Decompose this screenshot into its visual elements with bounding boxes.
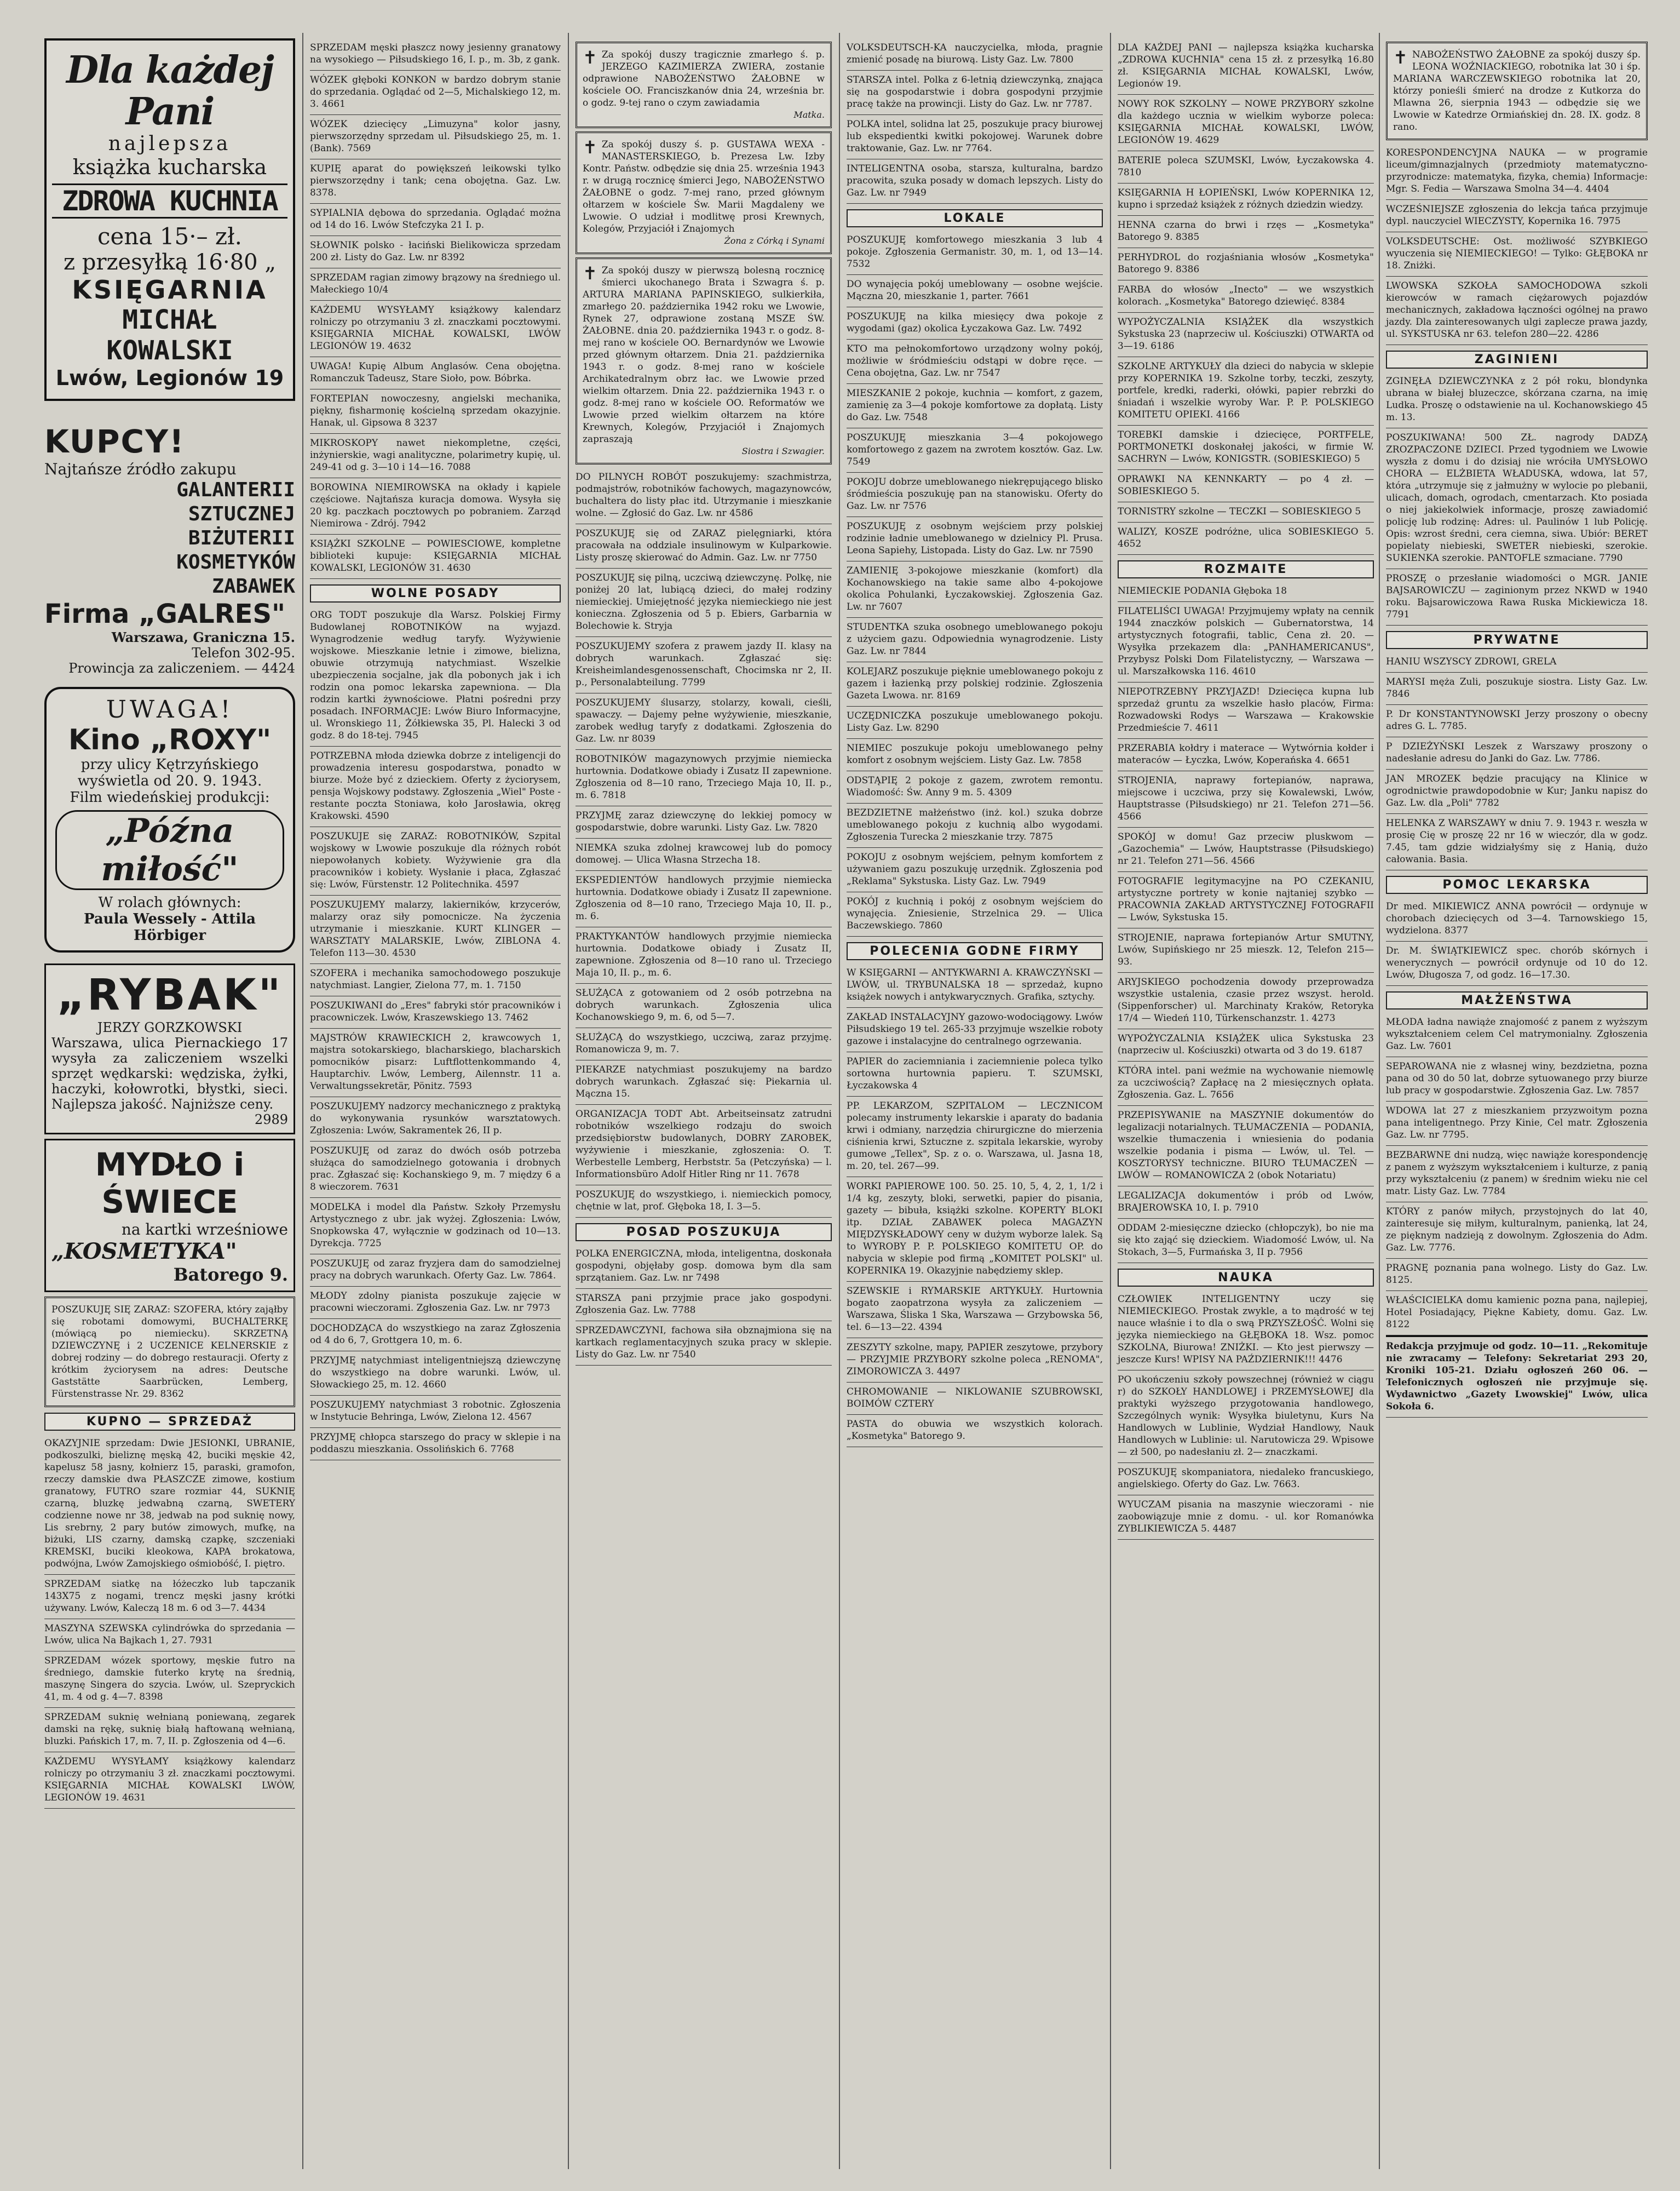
ad-price: cena 15·– zł. (97, 223, 243, 250)
classified-ad: MIESZKANIE 2 pokoje, kuchnia — komfort, z gazem, zamienię za 3—4 pokoje komfortowe za dopłatą. Listy do Gaz. Lw. 7548 (847, 384, 1103, 428)
classified-ad: Dr med. MIKIEWICZ ANNA powrócił — ordynuje w chorobach dziecięcych od 3—4. Tarnowskiego 15, wydzielona. 8377 (1386, 897, 1648, 942)
classified-ad: WCZEŚNIEJSZE zgłoszenia do lekcja tańca przyjmuje dypl. nauczyciel WIECZYSTY, Kopernika 16. 7975 (1386, 200, 1648, 232)
classified-ad: PP. LEKARZOM, SZPITALOM — LECZNICOM polecamy instrumenty lekarskie i aparaty do badania krwi i odmiany, narzędzia chirurgiczne do mierzenia ciśnienia krwi, Sztuczne z. szpitala lekarskie, wyroby gumowe „Tellex", Sp. z o. o. Warszawa, ul. Jasna 18, m. 20, tel. 267—99. (847, 1097, 1103, 1177)
classified-ad: ZAMIENIĘ 3-pokojowe mieszkanie (komfort) dla Kochanowskiego na takie same albo 4-pokojowe okolica Pohulanki, Łyczakowskiej. Zgłoszenia Gaz. Lw. nr 7607 (847, 561, 1103, 618)
classified-ad: OKAZYJNIE sprzedam: Dwie JESIONKI, UBRANIE, podkoszulki, bieliznę męską 42, buciki męskie 42, kapelusz 58 jasny, kołnierz 15, paraski, gramofon, rzeczy damskie dwa PŁASZCZE zimowe, kostium granatowy, FUTRO szare rozmiar 44, SUKNIĘ czarną, bluzkę jedwabną czarną, SWETERY codzienne nowe nr 38, jedwab na pod suknię nowy, Lis srebrny, 2 pary butów zimowych, mufkę, na biżuki, LIS czarny, damską czapkę, szczeniaki KREMSKI, buciki kleokowa, KAPA brokatowa, podwójna, Lwów Zamojskiego ośmiobóść, I. piętro. (44, 1434, 295, 1575)
classified-ad: ZAKŁAD INSTALACYJNY gazowo-wodociągowy. Lwów Piłsudskiego 19 tel. 265-33 przyjmuje wszelkie roboty gazowe i instalacyjne do centralnego ogrzewania. (847, 1008, 1103, 1052)
classified-ad: BEZBARWNE dni nudzą, więc nawiąże korespondencję z panem z wyższym wykształceniem i kulturze, z panią przy wykształceniu (z panem) w średnim wieku nie cel matr. Listy Gaz. Lw. 7784 (1386, 1146, 1648, 1202)
classified-ad: POSZUKUJĘ mieszkania 3—4 pokojowego komfortowego z gazem na zwrotem kosztów. Gaz. Lw. 7549 (847, 428, 1103, 473)
classified-ad: KAŻDEMU WYSYŁAMY książkowy kalendarz rolniczy po otrzymaniu 3 zł. znaczkami pocztowymi. KSIĘGARNIA MICHAŁ KOWALSKI, LWÓW LEGIONÓW 19. 4632 (310, 301, 561, 357)
classified-ad: UWAGA! Kupię Album Anglasów. Cena obojętna. Romanczuk Tadeusz, Stare Sioło, pow. Bóbrka. (310, 357, 561, 389)
obituary-signature: Matka. (793, 110, 825, 120)
classified-ad: POSZUKUJĘ na kilka miesięcy dwa pokoje z wygodami (gaz) okolica Łyczakowa Gaz. Lw. 7492 (847, 307, 1103, 340)
ad-date: wyświetla od 20. 9. 1943. (77, 773, 262, 789)
ad-item: SZTUCZNEJ (188, 503, 295, 525)
classified-ad: PERHYDROL do rozjaśniania włosów „Kosmetyka" Batorego 9. 8386 (1118, 248, 1374, 280)
editorial-footer: Redakcja przyjmuje od godz. 10—11. „Rekomituje nie zwracamy — Telefony: Sekretariat 293 20, Kroniki 105-21. Działu ogłoszeń 260 06. — Telefonicznych ogłoszeń nie przyjmuje się. Wydawnictwo „Gazety Lwowskiej" Lwów, ulica Sokoła 6. (1386, 1335, 1648, 1418)
ad-item: ZABAWEK (212, 575, 295, 598)
section-header: LOKALE (847, 209, 1103, 227)
classified-ad: PASTA do obuwia we wszystkich kolorach. „Kosmetyka" Batorego 9. (847, 1415, 1103, 1447)
classified-ad: HANIU WSZYSCY ZDROWI, GRELA (1386, 652, 1648, 673)
classified-ad: WORKI PAPIEROWE 100. 50. 25. 10, 5, 4, 2, 1, 1/2 i 1/4 kg, zeszyty, bloki, serwetki, papier do pisania, gazety — bibuła, książki szkolne. KOPERTY BLOKI itp. DZIAŁ ZABAWEK poleca MAGAZYN MIĘDZYSKŁADOWY ceny w dużym wyborze lalek. Są to WYROBY P. P. POLSKIEGO KOMITETU OP. do nabycia w sklepie pod firmą „KOMITET POLSKI" ul. KOPERNIKA 19. Okazyjnie nabędziemy sklep. (847, 1177, 1103, 1282)
classified-ad: VOLKSDEUTSCHE: Ost. możliwość SZYBKIEGO wyuczenia się NIEMIECKIEGO! — Tylko: GŁĘBOKA nr 18. Zniżki. (1386, 232, 1648, 277)
ad-phone: Telefon 302-95. (192, 645, 295, 661)
section-header: NAUKA (1118, 1269, 1374, 1287)
classified-ad: WYPOŻYCZALNIA KSIĄŻEK dla wszystkich Sykstuska 23 (naprzeciw ul. Kościuszki) OTWARTA od 3—19. 6186 (1118, 313, 1374, 357)
ad-headline: UWAGA! (106, 696, 234, 724)
mydlo-ad (44, 1139, 295, 1292)
classified-ad: DOCHODZĄCA do wszystkiego na zaraz Zgłoszenia od 4 do 6, 7, Grottgera 10, m. 6. (310, 1319, 561, 1351)
classified-ad: HENNA czarna do brwi i rzęs — „Kosmetyka" Batorego 9. 8385 (1118, 216, 1374, 248)
classified-ad: MARYSI męża Zuli, poszukuje siostra. Listy Gaz. Lw. 7846 (1386, 673, 1648, 705)
obituary (1386, 42, 1648, 140)
classified-ad: POKÓJ z kuchnią i pokój z osobnym wejściem do wynajęcia. Zniesienie, Strzelnica 29. — Ulica Baczewskiego. 7860 (847, 892, 1103, 937)
classified-ad: SEPAROWANA nie z własnej winy, bezdzietna, pozna pana od 30 do 50 lat, dobrze sytuowanego przy biurze lub pracy w gospodarstwie. Zgłoszenia Gaz. Lw. 7857 (1386, 1057, 1648, 1102)
column-4 (843, 38, 1106, 2175)
classified-ad: WÓZEK głęboki KONKON w bardzo dobrym stanie do sprzedania. Oglądać od 2—5, Michalskiego 12, m. 3. 4661 (310, 71, 561, 115)
obituary-signature: Siostra i Szwagier. (741, 446, 825, 456)
section-header: MAŁŻEŃSTWA (1386, 991, 1648, 1010)
classified-ad: POSZUKUJĘ się od ZARAZ pielęgniarki, która pracowała na oddziale insulinowym w Kulparkowie. Listy proszę skierować do Admin. Gaz. Lw. nr 7750 (576, 524, 832, 569)
column-rule (302, 33, 303, 2169)
classified-ad: FARBA do włosów „Inecto" — we wszystkich kolorach. „Kosmetyka" Batorego dziewięć. 8384 (1118, 280, 1374, 313)
classified-ad: POSZUKUJEMY nadzorcy mechanicznego z praktyką do wykonywania rysunków warsztatowych. Zgłoszenia: Lwów, Sakramentek 26, II p. (310, 1097, 561, 1142)
column-rule (1110, 33, 1111, 2169)
classified-ad: ORG TODT poszukuje dla Warsz. Polskiej Firmy Budowlanej ROBOTNIKÓW na wyjazd. Wynagrodzenie według taryfy. Wyżywienie wojskowe. Mieszkanie letnie i zimowe, bielizna, obuwie otrzymują natychmiast. Wszelkie ubezpieczenia socjalne, jak dla pobonych jak i ich rodzin ona pomoc lekarska zapewniona. — Dla rodzin kartki żywnościowe. Płatni pośredni przy posadach. INFORMACJE: Lwów Biuro Informacyjne, ul. Wronskiego 11, Żółkiewska 35, Pl. Halecki 3 od godz. 8 do 18-tej. 7945 (310, 606, 561, 747)
classified-ad: NIEMKA szuka zdolnej krawcowej lub do pomocy domowej. — Ulica Własna Strzecha 18. (576, 839, 832, 871)
classified-ad: POSZUKIWANA! 500 ZŁ. nagrody DADZĄ ZROZPACZONE DZIECI. Przed tygodniem we Lwowie wyszła z domu i do dzisiaj nie wróciła UMYSŁOWO CHORA — ELŻBIETA WŁADUSKA, wdowa, lat 57, która „utrzymuje się z jałmużny w wylocie po plebanii, ulicach, domach, ogrodach, cmentarzach. Kto posiada o niej jakiekolwiek informacje, proszę zawiadomić policję lub rodzinę: Adres: ul. Paulinów 1 lub Policję. Opis: wzrost średni, cera ciemna, siwa. Ubiór: BERET popielaty niebieski, SWETER niebieski, szerokie. SUKIENKA szerokie. PANTOFLE szmaciane. 7790 (1386, 428, 1648, 569)
classified-ad: Dr. M. ŚWIĄTKIEWICZ spec. chorób skórnych i wenerycznych — powrócił ordynuje od 10 do 12. Lwów, Długosza 7, od godz. 16—17.30. (1386, 942, 1648, 986)
classified-ad: POSZUKUJE się ZARAZ: ROBOTNIKÓW, Szpital wojskowy w Lwowie poszukuje dla różnych robót niepowołanych kobiety. Wyżywienie gra dla pracowników i kobiety. Wysłanie i płaca, Zgłaszać się: Lwów, Fürstenstr. 12 Politechnika. 4597 (310, 827, 561, 896)
classified-ad: NIEMIECKIE PODANIA Głęboka 18 (1118, 582, 1374, 602)
ad-actors: Paula Wessely - Attila Hörbiger (83, 911, 256, 944)
classified-ad: MŁODA ładna nawiąże znajomość z panem z wyższym wykształceniem celem Cel matrymonialny. Zgłoszenia Gaz. Lw. 7601 (1386, 1013, 1648, 1057)
classified-ad: POSZUKUJEMY szofera z prawem jazdy II. klasy na dobrych warunkach. Zgłaszać się: Kreisheimlandesgenossenschaft, Chocimska nr 2, II. p., Personalabteilung. 7799 (576, 637, 832, 693)
classified-ad: POSZUKUJĘ się pilną, uczciwą dziewczynę. Polkę, nie poniżej 20 lat, lubiącą dzieci, do małej rodziny niemieckiej. Umiejętność języka niemieckiego nie jest konieczna. Zgłoszenia od 5 p. Ebiers, Garbarnia w Bolechowie k. Stryja (576, 569, 832, 637)
ad-text: przy ulicy Kętrzyńskiego (80, 756, 259, 773)
ad-book-title: ZDROWA KUCHNIA (52, 183, 287, 219)
column-3 (572, 38, 835, 2175)
classified-ad: W KSIĘGARNI — ANTYKWARNI A. KRAWCZYŃSKI — LWÓW, ul. TRYBUNALSKA 18 — sprzedaż, kupno książek nowych i antykwarycznych. Grafika, sztychy. (847, 963, 1103, 1008)
classified-ad: POSZUKUJEMY natychmiast 3 robotnic. Zgłoszenia w Instytucie Behringa, Lwów, Zielona 12. 4567 (310, 1396, 561, 1428)
classified-ad: DO wynajęcia pokój umeblowany — osobne wejście. Mączna 20, mieszkanie 1, parter. 7661 (847, 275, 1103, 307)
classified-ad: FILATELIŚCI UWAGA! Przyjmujemy wpłaty na cennik 1944 znaczków polskich — Gubernatorstwa, 14 artystycznych fotografii, tablic, Cena zł. 20. — Wysyłka przekazem dla: „PANHAMERICANUS", Przybysz Polski Dom Filatelistyczny, — Warszawa — ul. Marszałkowska 116. 4610 (1118, 602, 1374, 682)
classified-ad: STARSZA pani przyjmie prace jako gospodyni. Zgłoszenia Gaz. Lw. 7788 (576, 1289, 832, 1321)
classified-ad: BEZDZIETNE małżeństwo (inż. kol.) szuka dobrze umeblowanego pokoju z kuchnią albo wygodami. Zgłoszenia Turecka 2 mieszkanie trzy. 7875 (847, 804, 1103, 848)
ad-owner: JERZY GORZKOWSKI (97, 1020, 243, 1035)
classified-ad: PIEKARZE natychmiast poszukujemy na bardzo dobrych warunkach. Zgłaszać się: Piekarnia ul. Mączna 15. (576, 1060, 832, 1105)
classified-ad: POSZUKUJĘ skompaniatora, niedaleko francuskiego, angielskiego. Oferty do Gaz. Lw. 7663. (1118, 1463, 1374, 1495)
classified-ad: P DZIEŻYŃSKI Leszek z Warszawy proszony o nadesłanie adresu do Janki do Gaz. Lw. 7786. (1386, 737, 1648, 770)
classified-ad: SPRZEDAM męski płaszcz nowy jesienny granatowy na wysokiego — Piłsudskiego 16, I. p., m. 3b, z gank. (310, 38, 561, 71)
rybak-ad (44, 963, 295, 1134)
classified-ad: MIKROSKOPY nawet niekompletne, części, inżynierskie, wagi analityczne, polarimetry kupię, ul. 249-41 od g. 3—10 i 14—16. 7088 (310, 434, 561, 478)
classified-ad: POSZUKUJĘ SIĘ ZARAZ: SZOFERA, który zająłby się robotami domowymi, BUCHALTERKĘ (mówiącą po niemiecku). SKRZETNĄ DZIEWCZYNĘ i 2 UCZENICE KELNERSKIE z dobrej rodziny — do dobrego restauracji. Oferty z krótkim życiorysem na adres: Deutsche Gaststätte Saarbrücken, Lemberg, Fürstenstrasse Nr. 29. 8362 (44, 1297, 295, 1407)
ad-address: Batorego 9. (173, 1264, 288, 1285)
obituary (576, 131, 832, 254)
classified-ad: SYPIALNIA dębowa do sprzedania. Oglądać można od 14 do 16. Lwów Stefczyka 21 I. p. (310, 204, 561, 236)
ad-text: Warszawa, ulica Piernackiego 17 wysyła za zaliczeniem wszelki sprzęt wędkarski: wędziska, żyłki, haczyki, kołowrotki, błystki, sieci. Najlepsza jakość. Najniższe ceny. (51, 1035, 288, 1112)
classified-ad: KOLEJARZ poszukuje pięknie umeblowanego pokoju z gazem i łazienką przy polskiej rodzinie. Zgłoszenia Gazeta Lwowa. nr. 8169 (847, 662, 1103, 707)
ad-text: na kartki wrześniowe (121, 1220, 288, 1238)
classified-ad: DLA KAŻDEJ PANI — najlepsza książka kucharska „ZDROWA KUCHNIA" cena 15 zł. z przesyłką 16.80 zł. KSIĘGARNIA MICHAŁ KOWALSKI, Lwów, Legionów 19. (1118, 38, 1374, 95)
kowalski-cookbook-ad (44, 38, 295, 401)
cross-icon: ✝ (1393, 47, 1408, 68)
classified-ad: POSZUKUJĘ od zaraz do dwóch osób potrzeba służąca do samodzielnego gotowania i drobnych prac. Zgłaszać się: Kochanskiego 9, m. 7 między 6 a 8 wieczorem. 7631 (310, 1142, 561, 1198)
column-5 (1114, 38, 1377, 2175)
classified-ad: NIEMIEC poszukuje pokoju umeblowanego pełny komfort z osobnym wejściem. Listy Gaz. Lw. 7858 (847, 739, 1103, 771)
ad-item: GALANTERII (176, 479, 295, 501)
classified-ad: SŁOWNIK polsko - łaciński Bielikowicza sprzedam 200 zł. Listy do Gaz. Lw. nr 8392 (310, 236, 561, 268)
classified-ad: POSZUKUJĘ z osobnym wejściem przy polskiej rodzinie ładnie umeblowanego w dzielnicy Pl. Prusa. Leona Sapiehy, Listopada. Listy do Gaz. Lw. nr 7590 (847, 517, 1103, 561)
classified-ad: ODDAM 2-miesięczne dziecko (chłopczyk), bo nie ma się kto zająć się dzieckiem. Wiadomość Lwów, ul. Na Stokach, 3—5, Furmańska 3, II p. 7956 (1118, 1219, 1374, 1263)
classified-ad: SPRZEDAM wózek sportowy, męskie futro na średniego, damskie futerko krytę na średnią, maszynę Singera do szycia. Lwów, ul. Szepryckich 41, m. 4 od g. 4—7. 8398 (44, 1651, 295, 1708)
classified-ad: KTO ma pełnokomfortowo urządzony wolny pokój, możliwie w śródmieściu odstąpi w dobre ręce. — Cena obojętna, Gaz. Lw. nr 7547 (847, 340, 1103, 384)
classified-ad: HELENKA Z WARSZAWY w dniu 7. 9. 1943 r. weszła w prosię Cię w proszę 22 nr 16 w wieczór, dla w godz. 7.45, tam gdzie widziałyśmy się z Hanią, dużo całowania. Basia. (1386, 814, 1648, 870)
ad-item: BIŻUTERII (188, 527, 295, 549)
classified-ad: CHROMOWANIE — NIKLOWANIE SZUBROWSKI, BOIMÓW CZTERY (847, 1383, 1103, 1415)
classified-ad: STUDENTKA szuka osobnego umeblowanego pokoju z użyciem gazu. Odpowiednia wynagrodzenie. Listy Gaz. Lw. nr 7844 (847, 618, 1103, 662)
ad-headline: MYDŁO i ŚWIECE (95, 1146, 245, 1220)
ad-owner: MICHAŁ KOWALSKI (106, 305, 233, 366)
obituary (576, 257, 832, 464)
classified-ad: TORNISTRY szkolne — TECZKI — SOBIESKIEGO 5 (1118, 502, 1374, 523)
classified-ad: POKOJU z osobnym wejściem, pełnym komfortem z używaniem gazu poszukuję urzędnik. Zgłoszenia pod „Reklama" Sykstuska. Listy Gaz. Lw. 7949 (847, 848, 1103, 892)
classified-ad: SPRZEDAM suknię wełnianą poniewaną, zegarek damski na rękę, suknię białą haftowaną wełnianą, bluzki. Pańskich 17, m. 7, II. p. Zgłoszenia od 4—6. (44, 1708, 295, 1752)
section-header: POMOC LEKARSKA (1386, 876, 1648, 894)
classified-ad: POSZUKUJĘ od zaraz fryzjera dam do samodzielnej pracy na dobrych warunkach. Oferty Gaz. Lw. 7864. (310, 1254, 561, 1287)
column-rule (1379, 33, 1380, 2169)
classified-ad: POKOJU dobrze umeblowanego niekrępującego blisko śródmieścia poszukuję pan na stanowisku. Oferty do Gaz. Lw. nr 7576 (847, 473, 1103, 517)
classified-ad: FORTEPIAN nowoczesny, angielski mechanika, piękny, fisharmonię kościelną sprzedam okazyjnie. Hanak, ul. Gipsowa 8 3237 (310, 389, 561, 434)
classified-ad: KSIĄŻKI SZKOLNE — POWIESCIOWE, kompletne biblioteki kupuje: KSIĘGARNIA MICHAŁ KOWALSKI, LEGIONÓW 31. 4630 (310, 535, 561, 579)
classified-ad: STARSZA intel. Polka z 6-letnią dziewczynką, znająca się na gospodarstwie i dobra gospodyni przyjmie pracę także na prowincji. Listy do Gaz. Lw. nr 7787. (847, 71, 1103, 115)
classified-ad: NOWY ROK SZKOLNY — NOWE PRZYBORY szkolne dla każdego ucznia w wielkim wyborze poleca: KSIĘGARNIA MICHAŁ KOWALSKI, LWÓW, LEGIONÓW 19. 4629 (1118, 95, 1374, 151)
ad-note: Prowincja za zaliczeniem. — 4424 (68, 661, 295, 676)
classified-ad: POSZUKUJEMY malarzy, lakierników, krzycerów, malarzy oraz siły pomocnicze. Na życzenia utrzymanie i mieszkanie. KURT KLINGER — WARSZTATY MALARSKIE, Lwów, ZIBLONA 4. Telefon 113—30. 4530 (310, 896, 561, 964)
classified-ad: PRZYJMĘ natychmiast inteligentniejszą dziewczynę do wszystkiego na dobre warunki. Lwów, ul. Słowackiego 25, m. 12. 4660 (310, 1351, 561, 1396)
classified-ad: POSZUKUJEMY ślusarzy, stolarzy, kowali, cieśli, spawaczy. — Dajemy pełne wyżywienie, mieszkanie, zarobek według taryfy z dodatkami. Zgłoszenia do Gaz. Lw. nr 8039 (576, 693, 832, 750)
classified-ad: EKSPEDIENTÓW handlowych przyjmie niemiecka hurtownia. Dodatkowe obiady i Zusatz II zapewnione. Zgłoszenia od 8—10 rano, Trzeciego Maja 10, II. p., m. 6. (576, 871, 832, 927)
ad-text: najlepsza (108, 133, 232, 155)
obituary (576, 42, 832, 128)
classified-ad: ARYJSKIEGO pochodzenia dowody przeprowadza wszystkie ustalenia, czasie przez wszyst. herold. (Sippenforscher) ul. Marchinaty Kraków, Retoryka 17/4 — Wiedeń 110, Türkenschanzstr. 1. 4273 (1118, 973, 1374, 1029)
section-header: ZAGINIENI (1386, 351, 1648, 369)
classified-ad: NIEPOTRZEBNY PRZYJAZD! Dziecięca kupna lub sprzedaż gruntu za wszelkie hasło placów, Firma: Rozwadowski Rodys — Warszawa — Krakowskie Przedmieście 7. 4611 (1118, 682, 1374, 739)
classified-ad: SPRZEDAM siatkę na łóżeczko lub tapczanik 143X75 z nogami, trencz męski jasny krótki używany. Lwów, Kaleczą 18 m. 6 od 3—7. 4434 (44, 1575, 295, 1619)
ad-headline: „RYBAK" (56, 971, 283, 1020)
classified-ad: PAPIER do zaciemniania i zaciemnienie poleca tylko sortowna hurtownia papieru. T. SZUMSKI, Łyczakowska 4 (847, 1052, 1103, 1097)
obituary-text: Za spokój duszy w pierwszą bolesną rocznicę śmierci ukochanego Brata i Szwagra ś. p. ARTURA MARIANA PAPINSKIEGO, sulkierkiła, zmarłego 20. października 1942 roku we Lwowie, Rynek 27, odprawione zostaną MSZE ŚW. ŻAŁOBNE. dnia 20. października 1943 r. o godz. 8-mej rano w kościele OO. Bernardynów we Lwowie przed głównym ołtarzem. Dnia 21. października 1943 r. o godz. 8-mej rano w kościele Archikatedralnym obrz łac. we Lwowie przed wielkim ołtarzem. Dnia 22. października 1943 r. o godz. 8-mej rano w kościele OO. Reformatów we Lwowie przed wielkim ołtarzem na które Krewnych, Kolegów, Przyjaciół i Znajomych zapraszają (583, 265, 825, 445)
section-header: PRYWATNE (1386, 631, 1648, 649)
classified-ad: UCZĘDNICZKA poszukuje umeblowanego pokoju. Listy Gaz. Lw. 8290 (847, 707, 1103, 739)
ad-text: W rolach głównych: (98, 894, 241, 911)
classified-ad: INTELIGENTNA osoba, starsza, kulturalna, bardzo pracowita, szuka posady w domach lepszych. Listy do Gaz. Lw. nr 7949 (847, 159, 1103, 204)
section-header: POSAD POSZUKUJA (576, 1223, 832, 1241)
classified-ad: ROBOTNIKÓW magazynowych przyjmie niemiecka hurtownia. Dodatkowe obiady i Zusatz II zapewnione. Zgłoszenia od 8—10 rano, Trzeciego Maja 10, II. p., m. 6. 7818 (576, 750, 832, 806)
classified-ad: ZGINĘŁA DZIEWCZYNKA z 2 pół roku, blondynka ubrana w białej bluzeczce, skórzana czarna, na imię Ludka. Proszę o odstawienie na ul. Kochanowskiego 45 m. 13. (1386, 372, 1648, 428)
classified-ad: SPOKÓJ w domu! Gaz przeciw pluskwom — „Gazochemia" — Lwów, Hauptstrasse (Piłsudskiego) nr 21. Telefon 271—56. 4566 (1118, 828, 1374, 872)
classified-ad: P. Dr KONSTANTYNOWSKI Jerzy proszony o obecny adres G. L. 7785. (1386, 705, 1648, 737)
classified-ad: SZEWSKIE i RYMARSKIE ARTYKUŁY. Hurtownia bogato zaopatrzona wysyła za zaliczeniem — Warszawa, Śliska 1 Ska, Warszawa — Grzybowska 56, tel. 6—13—22. 4394 (847, 1282, 1103, 1338)
classified-ad: SPRZEDAWCZYNI, fachowa siła obznajmiona się na kartkach reglamentacyjnych szuka pracy w sklepie. Listy do Gaz. Lw. nr 7540 (576, 1321, 832, 1366)
ad-address: Warszawa, Graniczna 15. (111, 629, 295, 645)
classified-ad: POLKA ENERGICZNA, młoda, inteligentna, doskonała gospodyni, objęłaby gosp. domowa bym dla sam sprzątaniem. Gaz. Lw. nr 7498 (576, 1244, 832, 1289)
classified-ad: PROSZĘ o przesłanie wiadomości o MGR. JANIE BAJSAROWICZU — zaginionym przez NKWD w 1940 roku. Bajsarowiczowa Rawa Ruska Mickiewicza 18. 7791 (1386, 569, 1648, 626)
galres-ad (44, 423, 295, 676)
classified-ad: BOROWINA NIEMIROWSKA na okłady i kąpiele częściowe. Najtańsza kuracja domowa. Wysyła się 20 kg. paczkach pocztowych po pobraniem. Zarząd Niemirowa - Zdrój. 7942 (310, 478, 561, 535)
classified-ad: STROJENIA, naprawy fortepianów, naprawa, miejscowe i uczciwa, przy się Kowalewski, Lwów, Hauptstrasse (Piłsudskiego) nr 21. Telefon 271—56. 4566 (1118, 771, 1374, 828)
classified-ad: JAN MROZEK będzie pracujący na Klinice w ogrodnictwie prawdopodobnie w Kur; Janku napisz do Gaz. Lw. dla „Poli" 7782 (1386, 770, 1648, 814)
classified-ad: VOLKSDEUTSCH-KA nauczycielka, młoda, pragnie zmienić posadę na biurową. Listy Gaz. Lw. 7800 (847, 38, 1103, 71)
classified-ad: SŁUŻĄCĄ do wszystkiego, uczciwą, zaraz przyjmę. Romanowicza 9, m. 7. (576, 1028, 832, 1060)
classified-ad: SZKOLNE ARTYKUŁY dla dzieci do nabycia w sklepie przy KOPERNIKA 19. Szkolne torby, teczki, zeszyty, portfele, kredki, raderki, ołówki, papier rebrzki do śniadań i wszelkie wyroby War. P. P. POLSKIEGO KOMITETU OPIEKI. 4166 (1118, 357, 1374, 426)
classified-ad: ODSTĄPIĘ 2 pokoje z gazem, zwrotem remontu. Wiadomość: Św. Anny 9 m. 5. 4309 (847, 771, 1103, 804)
classified-ad: OPRAWKI NA KENNKARTY — po 4 zł. — SOBIESKIEGO 5. (1118, 470, 1374, 502)
classified-ad: LWOWSKA SZKOŁA SAMOCHODOWA szkoli kierowców w ramach ciężarowych pojazdów mechanicznych, zakładowa łączności ogólnej na prawo jazdy. Dla zainteresowanych ulgi zaplecze prawa jazdy, ul. SYKSTUSKA nr 63. telefon 280—22. 4286 (1386, 277, 1648, 345)
classified-ad: PRZYJMĘ zaraz dziewczynę do lekkiej pomocy w gospodarstwie, dobre warunki. Listy Gaz. Lw. 7820 (576, 806, 832, 839)
cross-icon: ✝ (583, 47, 597, 68)
classified-ad: POSZUKUJĘ komfortowego mieszkania 3 lub 4 pokoje. Zgłoszenia Germanistr. 30, m. 1, od 13—14. 7532 (847, 231, 1103, 275)
classified-ad: KORESPONDENCYJNA NAUKA — w programie liceum/gimnazjalnych (przedmioty matematyczno-przyrodnicze: matematyka, fizyka, chemia) Informacje: Mgr. S. Fedia — Warszawa Smolna 34—4. 4404 (1386, 144, 1648, 200)
ad-address: Lwów, Legionów 19 (55, 366, 284, 390)
ad-shop: „KOSMETYKA" (51, 1238, 237, 1264)
ad-cinema: Kino „ROXY" (68, 724, 272, 756)
classified-ad: WŁAŚCICIELKA domu kamienic pozna pana, najlepiej, Hotel Posiadający, Piękne Kabiety, domu. Gaz. Lw. 8122 (1386, 1291, 1648, 1335)
ad-headline: KUPCY! (44, 423, 185, 460)
cross-icon: ✝ (583, 137, 597, 158)
ad-firm: Firma „GALRES" (44, 599, 286, 629)
classified-ad: ZESZYTY szkolne, mapy, PAPIER zeszytowe, przybory — PRZYJMIE PRZYBORY szkolne poleca „RENOMA", ZIMOROWICZA 3. 4497 (847, 1338, 1103, 1383)
classified-ad: CZŁOWIEK INTELIGENTNY uczy się NIEMIECKIEGO. Prostak zwykle, a to mądrość w tej nauce właśnie i to dla o swą PRZYSZŁOŚĆ. Wolni się języka niemieckiego na GŁĘBOKA 18. Wsz. pomoc SZKOLNA, Biurowa! ZNIŻKI. — Kto jest pierwszy — jeszcze Kurs! WPISY NA PAŹDZIERNIK!!! 4476 (1118, 1290, 1374, 1370)
classified-ad: PRAGNĘ poznania pana wolnego. Listy do Gaz. Lw. 8125. (1386, 1259, 1648, 1291)
classified-ad: KTÓRY z panów miłych, przystojnych do lat 40, zainteresuje się miłym, kulturalnym, panienką, lat 24, ze pięknym nadzieją z dowolnym. Zgłoszenia do Adm. Gaz. Lw. 7776. (1386, 1202, 1648, 1259)
classified-ad: SŁUŻĄCA z gotowaniem od 2 osób potrzebna na dobrych warunkach. Zgłoszenia ulica Kochanowskiego 9, m. 6, od 5—7. (576, 984, 832, 1028)
column-rule (568, 33, 569, 2169)
classified-ad: MODELKA i model dla Państw. Szkoły Przemysłu Artystycznego z ubr. jak wyżej. Zgłoszenia: Lwów, Snopkowska 47, wyłącznie w godzinach od 10—13. Dyrekcja. 7725 (310, 1198, 561, 1254)
classified-ad: POSZUKIWANI do „Eres" fabryki stór pracowników i pracowniczek. Lwów, Kraszewskiego 13. 7462 (310, 996, 561, 1029)
classified-ad: ORGANIZACJA TODT Abt. Arbeitseinsatz zatrudni robotników wszelkiego rodzaju do swoich przedsiębiorstw budowlanych, DOBRY ZAROBEK, wyżywienie i mieszkanie, zgłoszenia: O. T. Werbestelle Lemberg, Herbststr. 5a (Petczyńska) — l. Informationsbüro Adolf Hitler Ring nr 11. 7678 (576, 1105, 832, 1185)
ad-text: Najtańsze źródło zakupu (44, 460, 237, 478)
ad-headline: Dla każdej Pani (66, 48, 273, 134)
section-header: POLECENIA GODNE FIRMY (847, 942, 1103, 960)
ad-shop: KSIĘGARNIA (72, 275, 268, 305)
classified-ad: TOREBKI damskie i dziecięce, PORTFELE, PORTMONETKI doskonałej jakości, w firmie W. SACHRYN — Lwów, KONIGSTR. (SOBIESKIEGO) 5 (1118, 426, 1374, 470)
classified-ad: PO ukończeniu szkoły powszechnej (również w ciągu r) do SZKOŁY HANDLOWEJ i PRZEMYSŁOWEJ dla praktyki wyższego przygotowania handlowego, Szczególnych wynik: Wysyłka biuletynu, Kurs Na Handlowych w Lublinie, Wydział Handlowy, Nauk Handlowych w Lublinie: ul. Narutowicza 29. Wpisowe — zł 500, po nadesłaniu zł. 2— znaczkami. (1118, 1370, 1374, 1463)
classified-ad: KUPIĘ aparat do powiększeń leikowski tylko pierwszorzędny i tank; cena obojętna. Gaz. Lw. 8378. (310, 159, 561, 204)
classified-ad: PRZEPISYWANIE na MASZYNIE dokumentów do legalizacji notarialnych. TŁUMACZENIA — PODANIA, wszelkie tłumaczenia i wniesienia do podania wszelkie podania i pisma — Lwów, ul. Tel. — KOSZTORYSY techniczne. BIURO TŁUMACZEŃ — LWÓW — ROMANOWICZA 2 (obok Notariatu) (1118, 1106, 1374, 1186)
classified-ad: DO PILNYCH ROBÓT poszukujemy: szachmistrza, podmajstrów, robotników fachowych, magazynowców, buchaltera do listy płac itd. Utrzymanie i mieszkanie wolne. — Zgłosić do Gaz. Lw. nr 4586 (576, 468, 832, 524)
obituary-text: Za spokój duszy ś. p. GUSTAWA WEXA - MANASTERSKIEGO, b. Prezesa Lw. Izby Kontr. Państw. odbędzie się dnia 25. września 1943 r. w drugą rocznicę śmierci Jego, NABOŻEŃSTWO ŻAŁOBNE o godz. 7-mej rano, przed głównym ołtarzem w kościele Św. Marii Magdaleny we Lwowie. O udział i modlitwę prosi Krewnych, Kolegów, Przyjaciół i Znajomych (583, 139, 825, 234)
classified-ad: WALIZY, KOSZE podróżne, ulica SOBIESKIEGO 5. 4652 (1118, 523, 1374, 555)
classified-ad: SPRZEDAM ragian zimowy brązowy na średniego ul. Małeckiego 10/4 (310, 268, 561, 301)
classified-ad: LEGALIZACJA dokumentów i prób od Lwów, BRAJEROWSKA 10, I. p. 7910 (1118, 1186, 1374, 1219)
classified-ad: FOTOGRAFIE legitymacyjne na PO CZEKANIU, artystyczne portrety w konie najtaniej szybko — PRACOWNIA ZAKŁAD ARTYSTYCZNEJ FOTOGRAFII — Lwów, Sykstuska 15. (1118, 872, 1374, 928)
classified-ad: POSZUKUJĘ do wszystkiego, i. niemieckich pomocy, chętnie w lat, prof. Głęboka 18, I. 3—5. (576, 1185, 832, 1218)
section-header: KUPNO — SPRZEDAŻ (44, 1413, 295, 1431)
classified-ad: MASZYNA SZEWSKA cylindrówka do sprzedania — Lwów, ulica Na Bajkach 1, 27. 7931 (44, 1619, 295, 1651)
classified-ad: WÓZEK dziecięcy „Limuzyna" kolor jasny, pierwszorzędny sprzedam ul. Piłsudskiego 25, m. 1. (Bank). 7569 (310, 115, 561, 159)
classified-ad: STROJENIE, naprawa fortepianów Artur SMUTNY, Lwów, Supińskiego nr 25 mieszk. 12, Telefon 215—93. (1118, 928, 1374, 973)
obituary-text: Za spokój duszy tragicznie zmarłego ś. p. JERZEGO KAZIMIERZA ZWIERA, zostanie odprawione NABOŻEŃSTWO ŻAŁOBNE w kościele OO. Franciszkanów dnia 24, września br. o godz. 9-tej rano o czym zawiadamia (583, 49, 825, 108)
ad-item: KOSMETYKÓW (176, 551, 295, 573)
classified-ad: PRAKTYKANTÓW handlowych przyjmie niemiecka hurtownia. Dodatkowe obiady i Zusatz II, zapewnione. Zgłoszenia od 8—10 rano ul. Trzeciego Maja 10, II. p., m. 6. (576, 927, 832, 984)
classified-ad: MAJSTRÓW KRAWIECKICH 2, krawcowych 1, majstra sotokarskiego, blacharskiego, blacharskich pomocników pisarz: Luftflottenkommando 4, Hauptarchiv. Lwów, Lemberg, Ailennstr. 11 a. Verwaltungssekretär, Pönitz. 7593 (310, 1029, 561, 1097)
ad-text: książka kucharska (72, 155, 267, 179)
classified-ad: WYPOŻYCZALNIA KSIĄŻEK ulica Sykstuska 23 (naprzeciw ul. Kościuszki) otwarta od 3 do 19. 6187 (1118, 1029, 1374, 1062)
section-header: ROZMAITE (1118, 560, 1374, 578)
cross-icon: ✝ (583, 263, 597, 284)
column-2 (307, 38, 564, 2175)
section-header: WOLNE POSADY (310, 584, 561, 603)
classified-ad: KTÓRA intel. pani weźmie na wychowanie niemowlę za uczciwością? Zapłacę na 2 miesięcznych opłata. Zgłoszenia. Gaz. L. 7656 (1118, 1062, 1374, 1106)
classified-ad: POTRZEBNA młoda dziewka dobrze z inteligencji do prowadzenia interesu gospodarstwa, ponadto w biurze. Może być z dzieckiem. Oferty z życiorysem, pensja Wojskowy podstawy. Zgłoszenia „Wiel" Poste - restante poczta Stoniawa, koło Jarosławia, okręg Krakowski. 4590 (310, 747, 561, 827)
ad-film-title: „Późna miłość" (55, 810, 284, 890)
classified-ad: POLKA intel, solidna lat 25, poszukuje pracy biurowej lub ekspedientki kwitki pokojowej. Warunek dobre traktowanie, Gaz. Lw. nr 7764. (847, 115, 1103, 159)
column-1 (41, 38, 298, 2175)
column-rule (839, 33, 840, 2169)
classified-ad: PRZERABIA kołdry i materace — Wytwórnia kołder i materaców — Łyczka, Lwów, Koperańska 4. 6651 (1118, 739, 1374, 771)
obituary-signature: Żona z Córką i Synami (724, 236, 825, 246)
classified-ad: KAŻDEMU WYSYŁAMY książkowy kalendarz rolniczy po otrzymaniu 3 zł. znaczkami pocztowymi. KSIĘGARNIA MICHAŁ KOWALSKI LWÓW, LEGIONÓW 19. 4631 (44, 1752, 295, 1809)
obituary-text: NABOŻEŃSTWO ŻAŁOBNE za spokój duszy śp. LEONA WOŹNIACKIEGO, robotnika lat 30 i śp. MARIANA WARCZEWSKIEGO robotnika lat 20, którzy ponieśli śmierć na drodze z Kutkorza do Mlawna 26, sierpnia 1943 — odbędzie się we Lwowie w Katedrze Ormiańskiej dn. 28. IX. godz. 8 rano. (1393, 49, 1641, 133)
roxy-cinema-ad (44, 687, 295, 953)
classified-ad: KSIĘGARNIA H ŁOPIEŃSKI, Lwów KOPERNIKA 12, kupno i sprzedaż książek z różnych dziedzin wiedzy. (1118, 183, 1374, 216)
column-6 (1383, 38, 1651, 2175)
classified-ad: WDOWA lat 27 z mieszkaniem przyzwoitym pozna pana inteligentnego. Przy Kinie, Cel matr. Zgłoszenia Gaz. Lw. nr 7795. (1386, 1102, 1648, 1146)
classified-ad: MŁODY zdolny pianista poszukuje zajęcie w pracowni wieczorami. Zgłoszenia Gaz. Lw. nr 7973 (310, 1287, 561, 1319)
classified-ad: BATERIE poleca SZUMSKI, Lwów, Łyczakowska 4. 7810 (1118, 151, 1374, 183)
ad-text: Film wiedeńskiej produkcji: (70, 789, 270, 806)
classified-ad: PRZYJMĘ chłopca starszego do pracy w sklepie i na poddaszu mieszkania. Ossolińskich 6. 7768 (310, 1428, 561, 1460)
ad-code: 2989 (254, 1112, 288, 1127)
classified-ad: WYUCZAM pisania na maszynie wieczorami - nie zaobowiązuje mnie z domu. - ul. kor Romanówka ZYBLIKIEWICZA 5. 4487 (1118, 1495, 1374, 1540)
ad-price-shipping: z przesyłką 16·80 „ (63, 250, 277, 275)
classified-ad: SZOFERA i mechanika samochodowego poszukuje natychmiast. Langier, Zielona 77, m. 1. 7150 (310, 964, 561, 996)
